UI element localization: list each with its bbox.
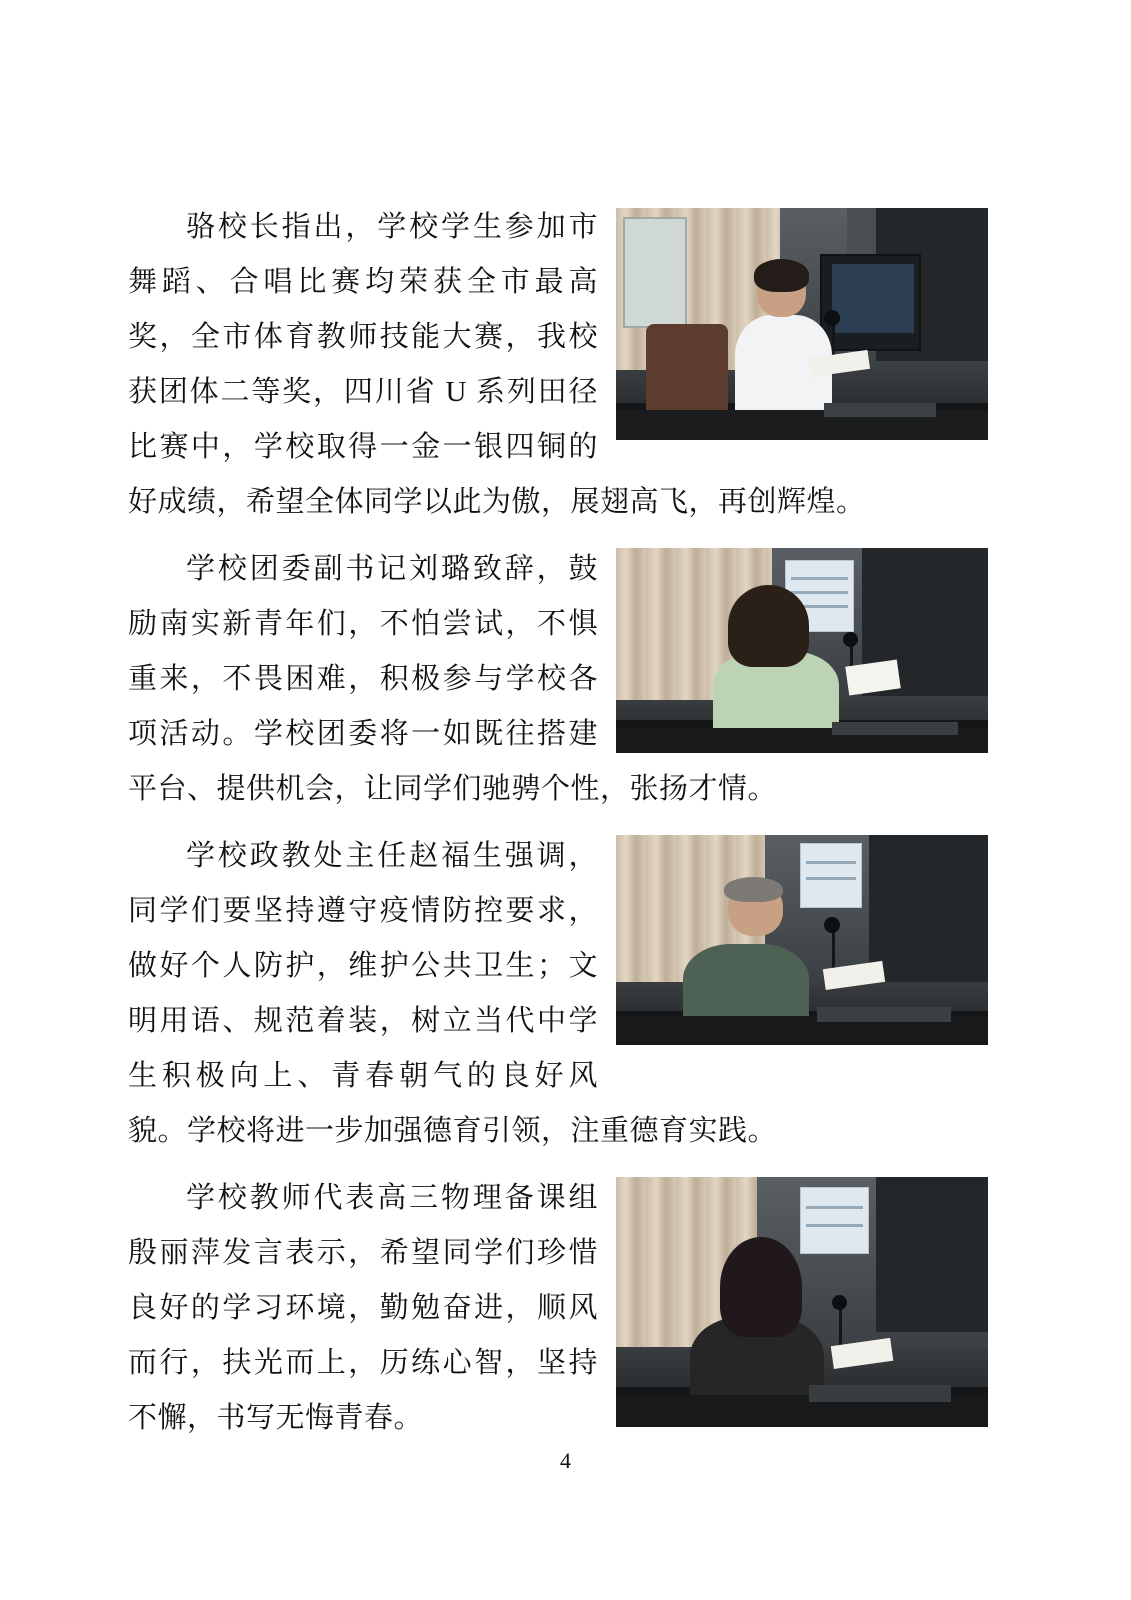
photo-teacher-representative	[616, 1177, 988, 1427]
paragraph-text: 学校教师代表高三物理备课组殷丽萍发言表示，希望同学们珍惜良好的学习环境，勤勉奋进，顺风而行，扶光而上，历练心智，坚持不懈，书写无悔青春。	[128, 1182, 598, 1434]
page-content	[128, 200, 988, 1458]
article-block-2	[128, 542, 988, 821]
paragraph-text: 学校团委副书记刘璐致辞，鼓励南实新青年们，不怕尝试，不惧重来，不畏困难，积极参与学校各项活动。学校团委将一如既往搭建平台、提供机会，让同学们驰骋个性，张扬才情。	[128, 553, 778, 805]
photo-moral-education-director	[616, 835, 988, 1045]
paragraph-text: 学校政教处主任赵福生强调，同学们要坚持遵守疫情防控要求，做好个人防护，维护公共卫生；文明用语、规范着装，树立当代中学生积极向上、青春朝气的良好风貌。学校将进一步加强德育引领，注重德育实践。	[128, 840, 778, 1147]
article-block-4	[128, 1171, 988, 1450]
page-number: 4	[560, 1448, 571, 1473]
article-block-1	[128, 200, 988, 534]
paragraph-text: 骆校长指出，学校学生参加市舞蹈、合唱比赛均荣获全市最高奖，全市体育教师技能大赛，我校获团体二等奖，四川省 U 系列田径比赛中，学校取得一金一银四铜的好成绩，希望全体同学以此为傲，展翅高飞，再创辉煌。	[128, 211, 866, 518]
photo-principal-speech	[616, 208, 988, 440]
article-block-3	[128, 829, 988, 1163]
photo-youth-league-secretary	[616, 548, 988, 753]
